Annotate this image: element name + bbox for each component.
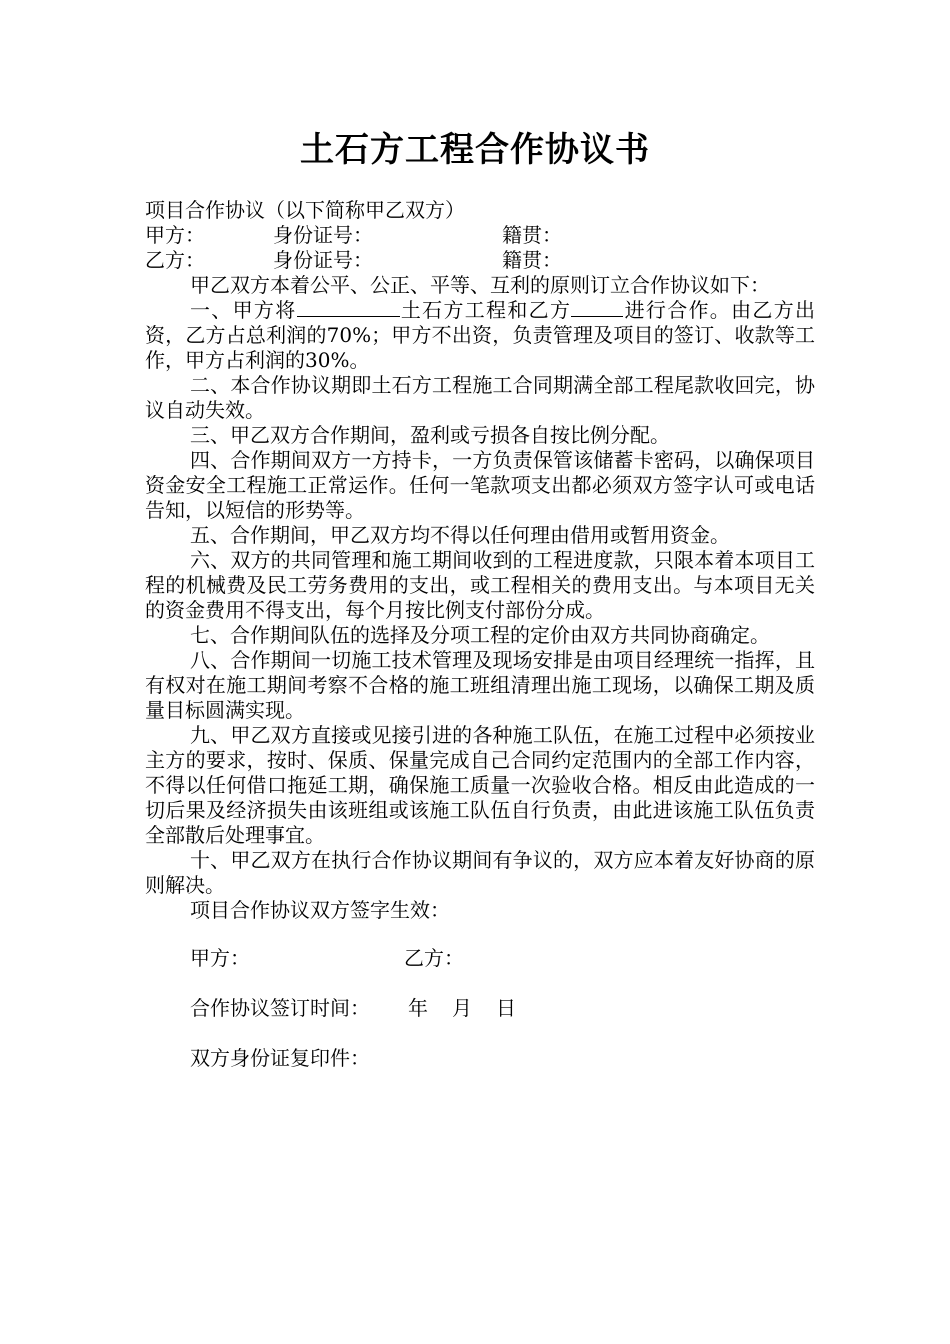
clause-9: 九、甲乙双方直接或见接引进的各种施工队伍，在施工过程中必须按业主方的要求，按时、保质、保量完成自己合同约定范围内的全部工作内容，不得以任何借口拖延工期，确保施工质量一次验收合格。相反由此造成的一切后果及经济损失由该班组或该施工队伍自行负责，由此进该施工队伍负责全部散后处理事宜。 xyxy=(145,723,815,847)
party-b-label: 乙方： xyxy=(145,248,205,272)
id-copies-label: 双方身份证复印件： xyxy=(190,1046,370,1070)
clause-7: 七、合作期间队伍的选择及分项工程的定价由双方共同协商确定。 xyxy=(190,623,770,647)
party-a-origin-label: 籍贯： xyxy=(502,223,562,247)
intro-line: 项目合作协议（以下简称甲乙双方） xyxy=(145,198,465,222)
clause-8: 八、合作期间一切施工技术管理及现场安排是由项目经理统一指挥，且有权对在施工期间考察不合格的施工班组清理出施工现场，以确保工期及质量目标圆满实现。 xyxy=(145,648,815,722)
party-b-id-label: 身份证号： xyxy=(273,248,373,272)
blank-project-name xyxy=(297,298,400,317)
sign-effect-line: 项目合作协议双方签字生效： xyxy=(190,898,450,922)
clause-10: 十、甲乙双方在执行合作协议期间有争议的，双方应本着友好协商的原则解决。 xyxy=(145,848,815,897)
clause-1-part3: 进行合作。由乙方出资，乙方占总利润的70%；甲方不出资，负责管理及项目的签订、收款等工作，甲方占利润的30%。 xyxy=(145,298,816,372)
clause-4: 四、合作期间双方一方持卡，一方负责保管该储蓄卡密码，以确保项目资金安全工程施工正常运作。任何一笔款项支出都必须双方签字认可或电话告知，以短信的形势等。 xyxy=(145,448,815,522)
clause-5: 五、合作期间，甲乙双方均不得以任何理由借用或暂用资金。 xyxy=(190,523,730,547)
date-month: 月 xyxy=(452,996,472,1020)
party-a-id-label: 身份证号： xyxy=(273,223,373,247)
preamble: 甲乙双方本着公平、公正、平等、互利的原则订立合作协议如下： xyxy=(190,273,770,297)
document-title: 土石方工程合作协议书 xyxy=(300,130,650,170)
party-b-row xyxy=(145,248,815,273)
clause-3: 三、甲乙双方合作期间，盈利或亏损各自按比例分配。 xyxy=(190,423,670,447)
date-day: 日 xyxy=(496,996,516,1020)
blank-party-b-name xyxy=(571,298,623,317)
party-b-signature-label: 乙方： xyxy=(404,946,464,970)
party-b-origin-label: 籍贯： xyxy=(502,248,562,272)
clause-1-part1: 一、甲方将 xyxy=(190,298,297,322)
clause-1 xyxy=(145,298,815,373)
signing-date-label: 合作协议签订时间： xyxy=(190,996,370,1020)
clause-1-part2: 土石方工程和乙方 xyxy=(399,298,572,322)
signing-date-line xyxy=(190,996,516,1021)
document-body xyxy=(145,198,815,923)
clause-2: 二、本合作协议期即土石方工程施工合同期满全部工程尾款收回完，协议自动失效。 xyxy=(145,373,815,422)
party-a-label: 甲方： xyxy=(145,223,205,247)
party-a-row xyxy=(145,223,815,248)
party-a-signature-label: 甲方： xyxy=(190,946,250,970)
date-year: 年 xyxy=(408,996,428,1020)
clause-6: 六、双方的共同管理和施工期间收到的工程进度款，只限本着本项目工程的机械费及民工劳务费用的支出，或工程相关的费用支出。与本项目无关的资金费用不得支出，每个月按比例支付部份分成。 xyxy=(145,548,815,622)
